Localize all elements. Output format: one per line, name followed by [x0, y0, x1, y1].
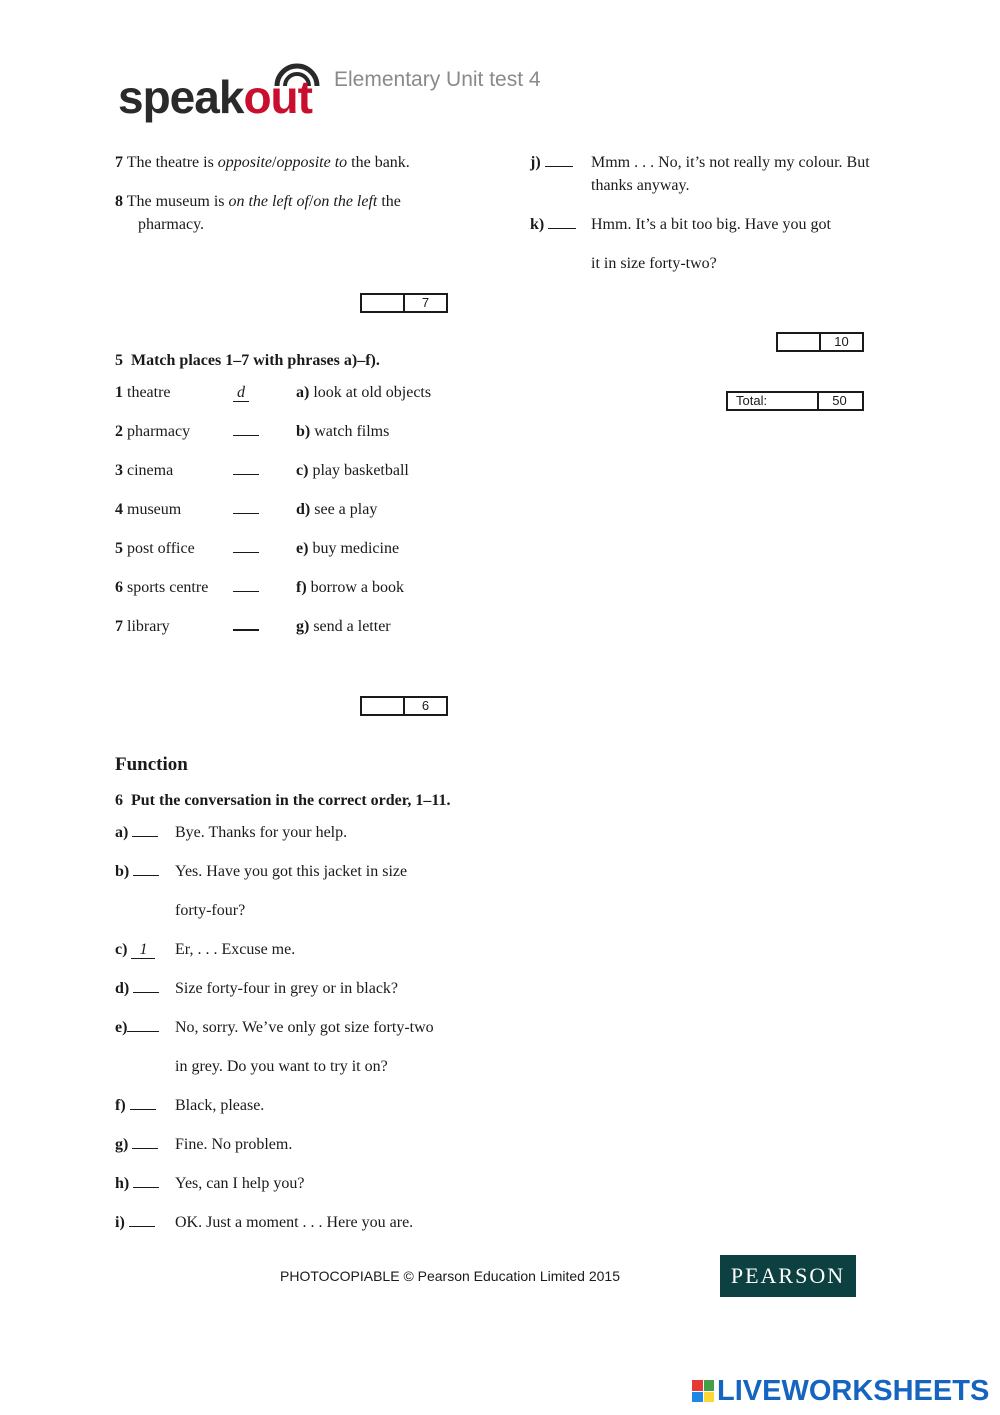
- section5-instruction: 5 Match places 1–7 with phrases a)–f).: [115, 352, 380, 369]
- total-label: Total:: [728, 393, 819, 409]
- option-opposite[interactable]: opposite: [217, 154, 273, 171]
- order-answer-d[interactable]: [133, 978, 159, 993]
- order-answer-a[interactable]: [132, 822, 158, 837]
- score-input[interactable]: [362, 295, 405, 311]
- option-on-the-left-of[interactable]: on the left of: [228, 193, 309, 210]
- match-answer-5[interactable]: [233, 538, 259, 553]
- order-answer-f[interactable]: [130, 1095, 156, 1110]
- conversation-item-k: k): [530, 213, 576, 236]
- logo-wordmark: speakout: [118, 71, 312, 123]
- conversation-j-line1: Mmm . . . No, it’s not really my colour. But: [591, 154, 870, 171]
- total-max: 50: [832, 393, 847, 408]
- match-answer-4[interactable]: [233, 499, 259, 514]
- liveworksheets-wordmark: LIVEWORKSHEETS: [717, 1374, 990, 1407]
- score-input[interactable]: [778, 334, 821, 350]
- score-box-section4: 7: [360, 293, 448, 313]
- order-answer-h[interactable]: [133, 1173, 159, 1188]
- preposition-item-8: 8 The museum is on the left of/on the left the: [115, 193, 401, 210]
- order-answer-g[interactable]: [132, 1134, 158, 1149]
- answer-blank-k[interactable]: [548, 214, 576, 229]
- section6-instruction: 6 Put the conversation in the correct order, 1–11.: [115, 792, 451, 809]
- preposition-item-7: 7 The theatre is opposite/opposite to the bank.: [115, 154, 410, 171]
- order-answer-i[interactable]: [129, 1212, 155, 1227]
- page-title: Elementary Unit test 4: [334, 68, 541, 91]
- order-answer-c[interactable]: 1: [131, 942, 155, 959]
- score-box-section6: 10: [776, 332, 864, 352]
- order-answer-e[interactable]: [127, 1017, 159, 1032]
- score-input[interactable]: [362, 698, 405, 714]
- conversation-k-line1: Hmm. It’s a bit too big. Have you got: [591, 216, 831, 233]
- conversation-k-line2: it in size forty-two?: [591, 255, 717, 272]
- score-box-section5: 6: [360, 696, 448, 716]
- conversation-j-line2: thanks anyway.: [591, 177, 690, 194]
- conversation-item-j: j): [530, 151, 573, 174]
- match-answer-6[interactable]: [233, 577, 259, 592]
- pearson-logo: PEARSON: [720, 1255, 856, 1297]
- answer-blank-j[interactable]: [545, 152, 573, 167]
- liveworksheets-icon: [692, 1380, 714, 1402]
- copyright-notice: PHOTOCOPIABLE © Pearson Education Limited 2015: [280, 1268, 621, 1284]
- section-heading-function: Function: [115, 754, 188, 775]
- preposition-item-8-continuation: pharmacy.: [138, 216, 205, 233]
- speakout-logo: [118, 60, 333, 130]
- match-answer-2[interactable]: [233, 421, 259, 436]
- order-answer-b[interactable]: [133, 861, 159, 876]
- match-answer-7[interactable]: [233, 615, 259, 631]
- option-on-the-left[interactable]: on the left: [313, 193, 378, 210]
- liveworksheets-watermark: [692, 1376, 989, 1406]
- match-answer-1[interactable]: d: [233, 385, 249, 402]
- option-opposite-to[interactable]: opposite to: [276, 154, 348, 171]
- match-answer-3[interactable]: [233, 460, 259, 475]
- total-score-box: [726, 391, 864, 411]
